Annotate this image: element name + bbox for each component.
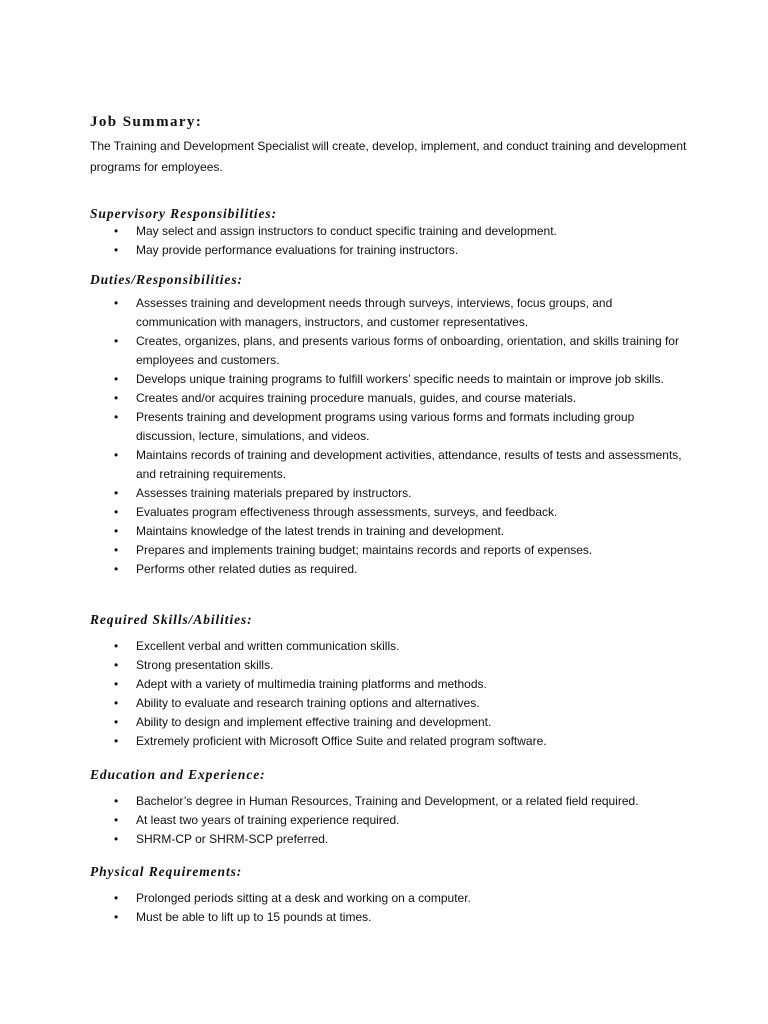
list-item-text: Creates, organizes, plans, and presents various forms of onboarding, orientation, and skills training for employees and customers.: [136, 334, 679, 367]
list-item: [90, 503, 690, 522]
list-item-text: Assesses training and development needs through surveys, interviews, focus groups, and communication with managers, instructors, and customer representatives.: [136, 296, 613, 329]
list-item-text: At least two years of training experience required.: [136, 813, 400, 827]
bullet-icon: •: [114, 543, 119, 557]
list-item: [90, 792, 690, 811]
job-summary-heading: Job Summary:: [90, 114, 203, 130]
bullet-icon: •: [114, 715, 119, 729]
list-item: [90, 656, 690, 675]
list-item-text: Maintains knowledge of the latest trends in training and development.: [136, 524, 505, 538]
list-item-text: Adept with a variety of multimedia training platforms and methods.: [136, 677, 487, 691]
list-item: [90, 332, 690, 370]
list-item-text: May provide performance evaluations for training instructors.: [136, 243, 459, 257]
list-item: [90, 408, 690, 446]
list-item-text: Extremely proficient with Microsoft Office Suite and related program software.: [136, 734, 547, 748]
skills-list: [90, 637, 690, 751]
bullet-icon: •: [114, 794, 119, 808]
list-item: [90, 294, 690, 332]
list-item: [90, 675, 690, 694]
physical-heading: Physical Requirements:: [90, 864, 243, 879]
bullet-icon: •: [114, 832, 119, 846]
list-item-text: Evaluates program effectiveness through assessments, surveys, and feedback.: [136, 505, 558, 519]
list-item-text: Creates and/or acquires training procedure manuals, guides, and course materials.: [136, 391, 577, 405]
bullet-icon: •: [114, 372, 119, 386]
list-item-text: Strong presentation skills.: [136, 658, 274, 672]
bullet-icon: •: [114, 813, 119, 827]
list-item-text: Performs other related duties as required.: [136, 562, 358, 576]
list-item-text: SHRM-CP or SHRM-SCP preferred.: [136, 832, 329, 846]
bullet-icon: •: [114, 224, 119, 238]
bullet-icon: •: [114, 734, 119, 748]
list-item: [90, 370, 690, 389]
list-item: [90, 830, 690, 849]
list-item: [90, 889, 690, 908]
bullet-icon: •: [114, 243, 119, 257]
list-item: [90, 560, 690, 579]
list-item: [90, 446, 690, 484]
duties-heading: Duties/Responsibilities:: [90, 272, 243, 287]
bullet-icon: •: [114, 639, 119, 653]
list-item-text: Must be able to lift up to 15 pounds at times.: [136, 910, 372, 924]
duties-list: [90, 294, 690, 579]
list-item-text: Maintains records of training and development activities, attendance, results of tests and assessments, and retraining requirements.: [136, 448, 682, 481]
list-item-text: Prepares and implements training budget; maintains records and reports of expenses.: [136, 543, 593, 557]
list-item-text: Develops unique training programs to fulfill workers’ specific needs to maintain or improve job skills.: [136, 372, 664, 386]
bullet-icon: •: [114, 505, 119, 519]
list-item-text: May select and assign instructors to conduct specific training and development.: [136, 224, 557, 238]
skills-heading: Required Skills/Abilities:: [90, 612, 253, 627]
list-item-text: Presents training and development programs using various forms and formats including group discussion, lecture, simulations, and videos.: [136, 410, 635, 443]
list-item-text: Prolonged periods sitting at a desk and working on a computer.: [136, 891, 471, 905]
list-item: [90, 484, 690, 503]
bullet-icon: •: [114, 448, 119, 462]
education-heading: Education and Experience:: [90, 767, 266, 782]
list-item: [90, 522, 690, 541]
bullet-icon: •: [114, 910, 119, 924]
supervisory-heading: Supervisory Responsibilities:: [90, 206, 277, 221]
bullet-icon: •: [114, 562, 119, 576]
list-item: [90, 694, 690, 713]
list-item-text: Excellent verbal and written communication skills.: [136, 639, 400, 653]
bullet-icon: •: [114, 677, 119, 691]
list-item: [90, 389, 690, 408]
list-item-text: Ability to design and implement effective training and development.: [136, 715, 492, 729]
list-item-text: Assesses training materials prepared by instructors.: [136, 486, 412, 500]
list-item: [90, 713, 690, 732]
list-item: [90, 732, 690, 751]
bullet-icon: •: [114, 296, 119, 310]
bullet-icon: •: [114, 391, 119, 405]
job-summary-text: The Training and Development Specialist will create, develop, implement, and conduct training and development programs for employees.: [90, 139, 687, 174]
bullet-icon: •: [114, 486, 119, 500]
bullet-icon: •: [114, 410, 119, 424]
bullet-icon: •: [114, 524, 119, 538]
supervisory-list: [90, 222, 690, 260]
list-item: [90, 811, 690, 830]
list-item: [90, 541, 690, 560]
physical-list: [90, 889, 690, 927]
list-item: [90, 241, 690, 260]
bullet-icon: •: [114, 696, 119, 710]
list-item: [90, 908, 690, 927]
list-item-text: Bachelor’s degree in Human Resources, Training and Development, or a related field required.: [136, 794, 639, 808]
bullet-icon: •: [114, 334, 119, 348]
list-item: [90, 637, 690, 656]
list-item: [90, 222, 690, 241]
education-list: [90, 792, 690, 849]
bullet-icon: •: [114, 891, 119, 905]
bullet-icon: •: [114, 658, 119, 672]
list-item-text: Ability to evaluate and research training options and alternatives.: [136, 696, 480, 710]
